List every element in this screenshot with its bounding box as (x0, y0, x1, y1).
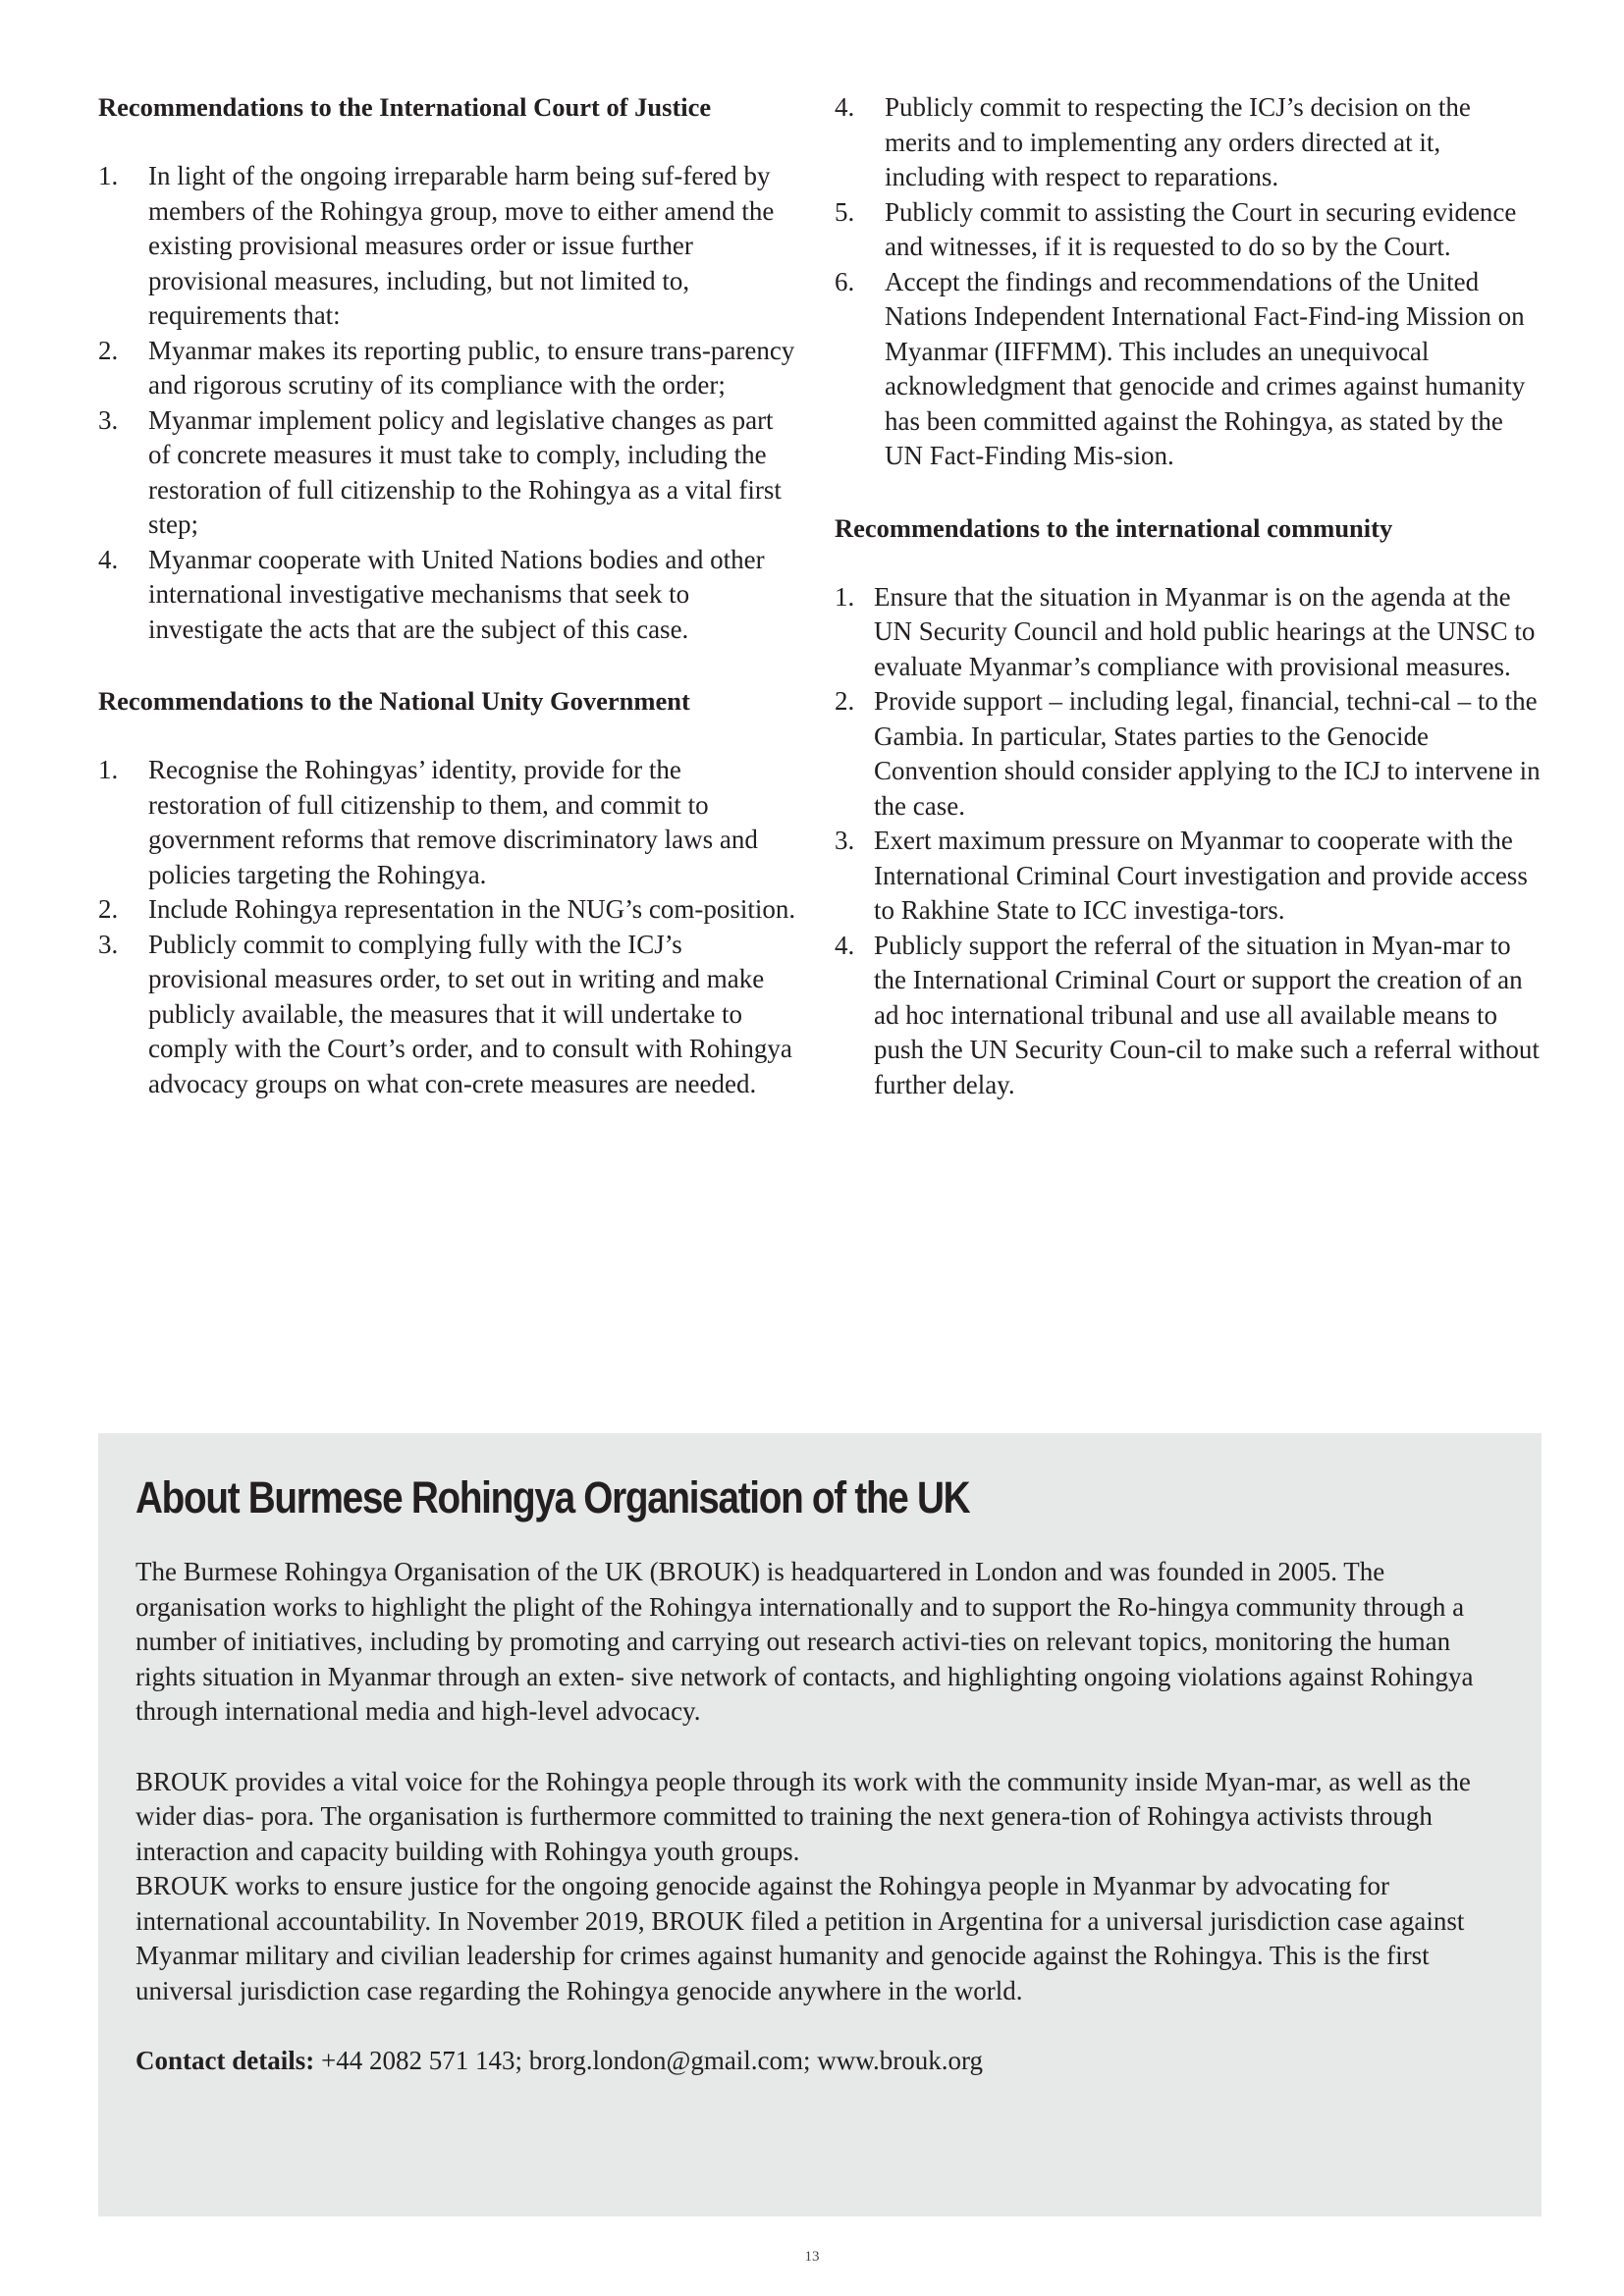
item-text: Myanmar makes its reporting public, to ensure trans-parency and rigorous scrutiny of its compliance with the order; (148, 335, 795, 400)
right-column (835, 90, 1542, 1102)
item-number: 4. (835, 930, 855, 960)
item-number: 1. (98, 755, 119, 784)
contact-details (135, 2044, 1505, 2079)
list-item (98, 543, 797, 648)
list-item (835, 580, 1542, 685)
nug-heading: Recommendations to the National Unity Government (98, 686, 690, 716)
item-text: Publicly commit to respecting the ICJ’s decision on the merits and to implementing any orders directed at it, including with respect to reparations. (885, 92, 1471, 191)
nug-list (98, 753, 797, 1101)
item-number: 4. (835, 92, 855, 122)
item-number: 1. (98, 161, 119, 190)
intl-heading: Recommendations to the international community (835, 512, 1393, 543)
item-text: Publicly support the referral of the situation in Myan-mar to the International Criminal Court or support the creation of an ad hoc international tribunal and use all available means to push the UN Security Coun-cil to make such a referral without further delay. (874, 930, 1540, 1099)
list-item (98, 159, 797, 334)
about-body (135, 1555, 1505, 2079)
item-number: 6. (835, 266, 855, 296)
intl-list (835, 580, 1542, 1103)
list-item (98, 334, 797, 403)
item-number: 4. (98, 544, 119, 574)
item-text: Myanmar implement policy and legislative changes as part of concrete measures it must take to comply, including the restoration of full citizenship to the Rohingya as a vital first step; (148, 404, 782, 539)
left-column (98, 90, 797, 1101)
item-text: Ensure that the situation in Myanmar is on the agenda at the UN Security Council and hold public hearings at the UNSC to evaluate Myanmar’s compliance with provisional measures. (874, 581, 1536, 681)
list-item (835, 684, 1542, 824)
icj-heading: Recommendations to the International Court of Justice (98, 92, 712, 122)
icj-list (98, 159, 797, 647)
list-item (835, 929, 1542, 1103)
item-text: Include Rohingya representation in the NUG’s com-position. (148, 894, 796, 924)
about-box (98, 1433, 1542, 2216)
item-text: In light of the ongoing irreparable harm being suf-fered by members of the Rohingya group, move to either amend the existing provisional measures order or issue further provisional measures, including, but not limited to, requirements that: (148, 161, 775, 330)
about-paragraph: BROUK works to ensure justice for the ongoing genocide against the Rohingya people in Myanmar by advocating for international accountability. In November 2019, BROUK filed a petition in Argentina for a universal jurisdiction case against Myanmar military and civilian leadership for crimes against humanity and genocide against the Rohingya. This is the first universal jurisdiction case regarding the Rohingya genocide anywhere in the world. (135, 1871, 1465, 2005)
item-text: Publicly commit to assisting the Court in securing evidence and witnesses, if it is requested to do so by the Court. (885, 196, 1517, 261)
item-text: Myanmar cooperate with United Nations bodies and other international investigative mechanisms that seek to investigate the acts that are the subject of this case. (148, 544, 765, 644)
about-paragraph: The Burmese Rohingya Organisation of the UK (BROUK) is headquartered in London and was founded in 2005. The organisation works to highlight the plight of the Rohingya internationally and to support the Ro-hingya community through a number of initiatives, including by promoting and carrying out research activi-ties on relevant topics, monitoring the human rights situation in Myanmar through an exten- sive network of contacts, and highlighting ongoing violations against Rohingya through international media and high-level advocacy. (135, 1557, 1474, 1726)
item-text: Publicly commit to complying fully with the ICJ’s provisional measures order, to set out in writing and make publicly available, the measures that it will undertake to comply with the Court’s order, and to consult with Rohingya advocacy groups on what con-crete measures are needed. (148, 929, 792, 1098)
item-number: 1. (835, 581, 855, 612)
item-text: Provide support – including legal, financial, techni-cal – to the Gambia. In particular, States parties to the Genocide Convention should consider applying to the ICJ to intervene in the case. (874, 686, 1541, 821)
item-number: 5. (835, 196, 855, 227)
item-text: Recognise the Rohingyas’ identity, provide for the restoration of full citizenship to them, and commit to government reforms that remove discriminatory laws and policies targeting the Rohingya. (148, 755, 758, 889)
nug-list-continued (835, 90, 1542, 474)
list-item (98, 753, 797, 892)
list-item (835, 90, 1542, 195)
item-text: Accept the findings and recommendations of the United Nations Independent International Fact-Find-ing Mission on Myanmar (IIFFMM). This includes an unequivocal acknowledgment that genocide and crimes against humanity has been committed against the Rohingya, as stated by the UN Fact-Finding Mis-sion. (885, 266, 1526, 470)
page-number: 13 (804, 2249, 820, 2265)
item-number: 3. (98, 404, 119, 435)
contact-value: +44 2082 571 143; brorg.london@gmail.com; www.brouk.org (314, 2046, 984, 2075)
item-number: 2. (98, 335, 119, 365)
item-number: 2. (835, 686, 855, 716)
about-title: About Burmese Rohingya Organisation of the UK (135, 1472, 970, 1522)
list-item (98, 403, 797, 543)
list-item (98, 892, 797, 928)
list-item (835, 195, 1542, 265)
list-item (98, 928, 797, 1102)
item-number: 2. (98, 894, 119, 924)
item-number: 3. (98, 929, 119, 959)
list-item (835, 265, 1542, 474)
list-item (835, 824, 1542, 929)
about-paragraph: BROUK provides a vital voice for the Rohingya people through its work with the community inside Myan-mar, as well as the wider dias- pora. The organisation is furthermore committed to training the next genera-tion of Rohingya activists through interaction and capacity building with Rohingya youth groups. (135, 1766, 1471, 1866)
item-number: 3. (835, 826, 855, 855)
contact-label: Contact details: (135, 2046, 315, 2075)
item-text: Exert maximum pressure on Myanmar to cooperate with the International Criminal Court investigation and provide access to Rakhine State to ICC investiga-tors. (874, 826, 1528, 925)
